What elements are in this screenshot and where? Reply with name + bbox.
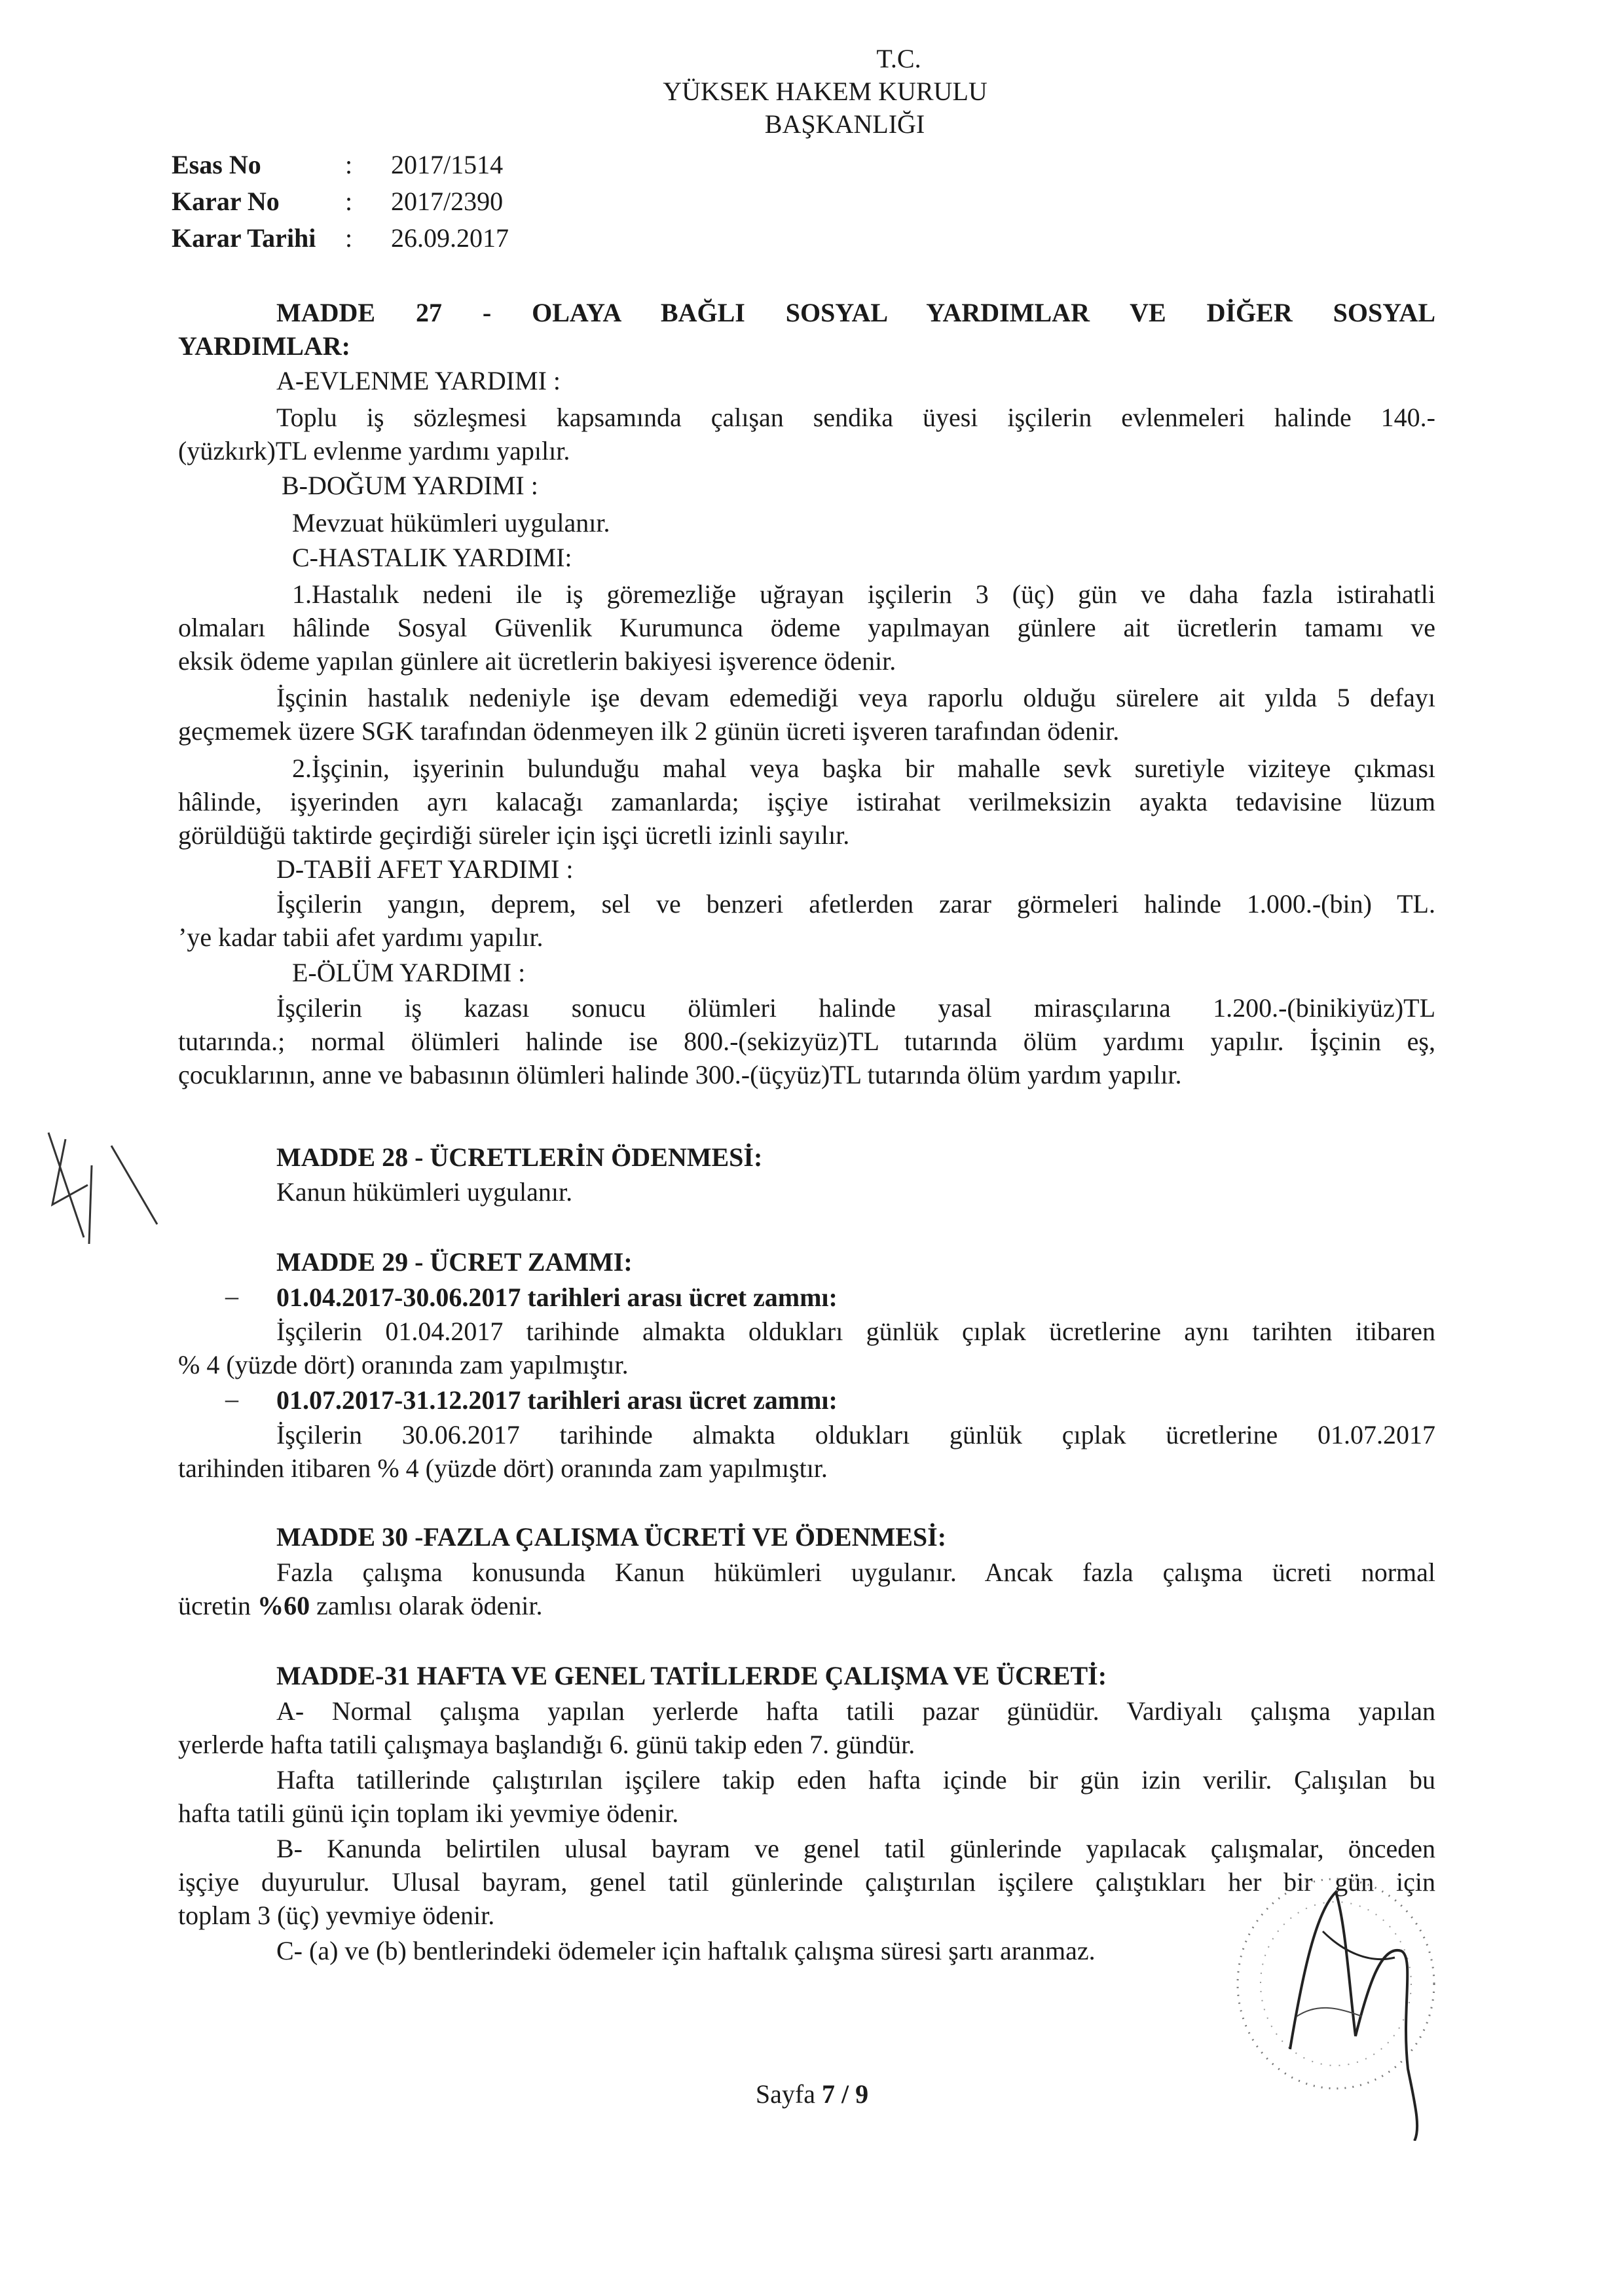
margin-initials-mark	[39, 1126, 170, 1257]
madde27-b-text: Mevzuat hükümleri uygulanır.	[292, 508, 610, 538]
madde31-a2-text-1: Hafta tatillerinde çalıştırılan işçilere takip eden hafta içinde bir gün izin verilir. Çalışılan bu	[276, 1765, 1435, 1795]
madde27-d-heading: D-TABİİ AFET YARDIMI :	[276, 854, 574, 884]
header-tc: T.C.	[876, 44, 921, 73]
madde27-e-text-1: İşçilerin iş kazası sonucu ölümleri halinde yasal mirasçılarına 1.200.-(binikiyüz)TL	[276, 993, 1435, 1023]
madde31-a-text-1: A- Normal çalışma yapılan yerlerde hafta tatili pazar günüdür. Vardiyalı çalışma yapılan	[276, 1696, 1435, 1726]
page-number: Sayfa 7 / 9	[755, 2079, 869, 2109]
meta-karar-tarihi: Karar Tarihi : 26.09.2017	[172, 223, 509, 253]
madde30-text-1: Fazla çalışma konusunda Kanun hükümleri uygulanır. Ancak fazla çalışma ücreti normal	[276, 1558, 1435, 1587]
madde29-period1-text-2: % 4 (yüzde dört) oranında zam yapılmıştır.	[178, 1350, 629, 1379]
madde27-e-text-3: çocuklarının, anne ve babasının ölümleri halinde 300.-(üçyüz)TL tutarında ölüm yardım yapılır.	[178, 1060, 1182, 1089]
madde27-c1b-text-2: geçmemek üzere SGK tarafından ödenmeyen ilk 2 günün ücreti işveren tarafından ödenir.	[178, 716, 1120, 746]
madde30-title: MADDE 30 -FAZLA ÇALIŞMA ÜCRETİ VE ÖDENMESİ:	[276, 1522, 947, 1552]
madde29-title: MADDE 29 - ÜCRET ZAMMI:	[276, 1247, 633, 1277]
madde27-d-text-1: İşçilerin yangın, deprem, sel ve benzeri afetlerden zarar görmeleri halinde 1.000.-(bin) TL.	[276, 889, 1435, 919]
madde27-a-text-1: Toplu iş sözleşmesi kapsamında çalışan sendika üyesi işçilerin evlenmeleri halinde 140.-	[276, 403, 1435, 432]
madde28-title: MADDE 28 - ÜCRETLERİN ÖDENMESİ:	[276, 1142, 763, 1172]
madde27-b-heading: B-DOĞUM YARDIMI :	[282, 471, 538, 500]
madde28-text: Kanun hükümleri uygulanır.	[276, 1177, 573, 1207]
madde27-a-heading: A-EVLENME YARDIMI :	[276, 366, 561, 395]
meta-esas-no: Esas No : 2017/1514	[172, 150, 504, 179]
meta-karar-no: Karar No : 2017/2390	[172, 187, 504, 216]
madde31-c-text-1: C- (a) ve (b) bentlerindeki ödemeler için haftalık çalışma süresi şartı aranmaz.	[276, 1936, 1096, 1965]
madde27-c2-text-1: 2.İşçinin, işyerinin bulunduğu mahal veya başka bir mahalle sevk suretiyle viziteye çıkması	[292, 754, 1435, 783]
madde31-a-text-2: yerlerde hafta tatili çalışmaya başlandığı 6. günü takip eden 7. gündür.	[178, 1730, 915, 1759]
header-institution: YÜKSEK HAKEM KURULU	[663, 77, 987, 106]
madde27-c1b-text-1: İşçinin hastalık nedeniyle işe devam edemediği veya raporlu olduğu sürelere ait yılda 5 defayı	[276, 683, 1435, 712]
header-presidency: BAŞKANLIĞI	[764, 109, 925, 139]
madde29-period2-heading: 01.07.2017-31.12.2017 tarihleri arası ücret zammı:	[276, 1385, 838, 1415]
madde29-period2-text-2: tarihinden itibaren % 4 (yüzde dört) oranında zam yapılmıştır.	[178, 1453, 828, 1483]
madde27-c1-text-3: eksik ödeme yapılan günlere ait ücretlerin bakiyesi işverence ödenir.	[178, 646, 896, 676]
madde27-e-heading: E-ÖLÜM YARDIMI :	[292, 958, 526, 987]
madde27-title-cont: YARDIMLAR:	[178, 331, 350, 361]
madde27-c2-text-2: hâlinde, işyerinden ayrı kalacağı zamanlarda; işçiye istirahat verilmeksizin ayakta tedavisine lüzum	[178, 787, 1435, 816]
madde27-title: MADDE 27 - OLAYA BAĞLI SOSYAL YARDIMLAR VE DİĞER SOSYAL	[276, 298, 1435, 327]
madde29-period2-text-1: İşçilerin 30.06.2017 tarihinde almakta oldukları günlük çıplak ücretlerine 01.07.2017	[276, 1420, 1435, 1449]
madde29-period1-text-1: İşçilerin 01.04.2017 tarihinde almakta oldukları günlük çıplak ücretlerine aynı tarihten itibaren	[276, 1317, 1435, 1346]
madde29-bullet-1: –	[225, 1281, 238, 1311]
madde27-a-text-2: (yüzkırk)TL evlenme yardımı yapılır.	[178, 436, 570, 465]
madde31-b-text-2: işçiye duyurulur. Ulusal bayram, genel tatil günlerinde çalıştırılan işçilere çalıştıkları her bir gün için	[178, 1867, 1435, 1897]
madde29-bullet-2: –	[225, 1384, 238, 1413]
madde30-text-2: ücretin %60 zamlısı olarak ödenir.	[178, 1591, 543, 1620]
madde31-a2-text-2: hafta tatili günü için toplam iki yevmiye ödenir.	[178, 1798, 679, 1828]
madde31-b-text-1: B- Kanunda belirtilen ulusal bayram ve genel tatil günlerinde yapılacak çalışmalar, önceden	[276, 1834, 1435, 1863]
madde31-title: MADDE-31 HAFTA VE GENEL TATİLLERDE ÇALIŞMA VE ÜCRETİ:	[276, 1661, 1107, 1690]
madde27-c1-text-1: 1.Hastalık nedeni ile iş göremezliğe uğrayan işçilerin 3 (üç) gün ve daha fazla istirahatli	[292, 579, 1435, 609]
madde27-c1-text-2: olmaları hâlinde Sosyal Güvenlik Kurumunca ödeme yapılmayan günlere ait ücretlerin tamamı ve	[178, 613, 1435, 642]
madde29-period1-heading: 01.04.2017-30.06.2017 tarihleri arası ücret zammı:	[276, 1283, 838, 1312]
madde27-c2-text-3: görüldüğü taktirde geçirdiği süreler için işçi ücretli izinli sayılır.	[178, 820, 850, 850]
madde31-b-text-3: toplam 3 (üç) yevmiye ödenir.	[178, 1901, 495, 1930]
madde27-e-text-2: tutarında.; normal ölümleri halinde ise 800.-(sekizyüz)TL tutarında ölüm yardımı yapılır. İşçinin eş,	[178, 1027, 1435, 1056]
madde27-c-heading: C-HASTALIK YARDIMI:	[292, 543, 572, 572]
madde27-d-text-2: ’ye kadar tabii afet yardımı yapılır.	[178, 922, 544, 952]
